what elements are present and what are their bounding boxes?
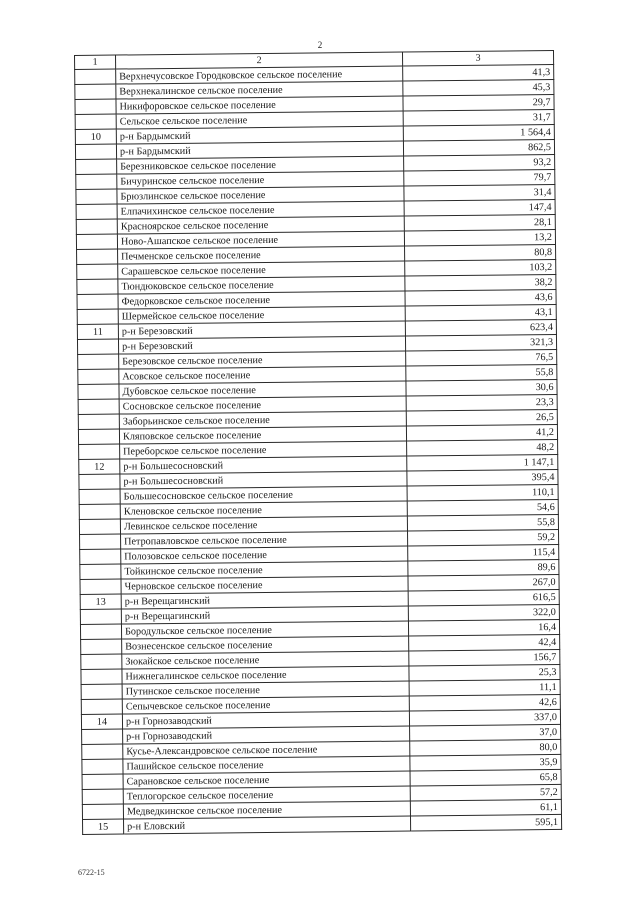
row-value-cell: 45,3 xyxy=(403,79,554,96)
page-number: 2 xyxy=(317,40,323,50)
footer-code: 6722-15 xyxy=(78,868,105,877)
row-value-cell: 147,4 xyxy=(404,199,555,216)
row-number-cell xyxy=(76,189,117,204)
row-value-cell: 26,5 xyxy=(406,409,557,426)
row-name-cell: Левинское сельское поселение xyxy=(120,516,407,534)
row-value-cell: 42,4 xyxy=(409,634,560,651)
row-number-cell xyxy=(75,84,116,99)
row-name-cell: Нижнегалинское сельское поселение xyxy=(122,666,409,684)
row-value-cell: 395,4 xyxy=(407,469,558,486)
row-name-cell: Ново-Ашапское сельское поселение xyxy=(117,231,404,249)
row-number-cell xyxy=(76,204,117,219)
row-number-cell xyxy=(82,789,123,804)
row-number-cell: 15 xyxy=(83,819,124,834)
row-name-cell: Путинское сельское поселение xyxy=(122,681,409,699)
row-name-cell: р-н Березовский xyxy=(118,336,405,354)
row-value-cell: 337,0 xyxy=(409,709,560,726)
row-value-cell: 55,8 xyxy=(406,364,557,381)
row-value-cell: 11,1 xyxy=(409,679,560,696)
row-name-cell: Асовское сельское поселение xyxy=(119,366,406,384)
column-header-1: 1 xyxy=(75,55,116,69)
row-number-cell xyxy=(77,339,118,354)
row-name-cell: Пашийское сельское поселение xyxy=(123,756,410,774)
row-value-cell: 59,2 xyxy=(408,529,559,546)
row-value-cell: 23,3 xyxy=(406,394,557,411)
table-body xyxy=(75,64,562,834)
row-name-cell: р-н Бардымский xyxy=(116,141,403,159)
row-value-cell: 76,5 xyxy=(406,349,557,366)
row-name-cell: Большесосновское сельское поселение xyxy=(120,486,407,504)
row-number-cell xyxy=(79,504,120,519)
row-number-cell: 10 xyxy=(75,129,116,144)
row-value-cell: 1 564,4 xyxy=(403,124,554,141)
row-number-cell xyxy=(78,369,119,384)
row-value-cell: 61,1 xyxy=(410,799,561,816)
row-value-cell: 156,7 xyxy=(409,649,560,666)
row-name-cell: р-н Березовский xyxy=(118,321,405,339)
row-number-cell xyxy=(78,414,119,429)
row-name-cell: Сельское сельское поселение xyxy=(116,111,403,129)
row-number-cell xyxy=(81,654,122,669)
row-name-cell: Полозовское сельское поселение xyxy=(121,546,408,564)
row-name-cell: Черновское сельское поселение xyxy=(121,576,408,594)
row-value-cell: 267,0 xyxy=(408,574,559,591)
row-name-cell: Печменское сельское поселение xyxy=(118,246,405,264)
row-name-cell: Переборское сельское поселение xyxy=(120,441,407,459)
row-value-cell: 41,3 xyxy=(403,64,554,81)
row-name-cell: Заборьинское сельское поселение xyxy=(119,411,406,429)
row-number-cell xyxy=(81,684,122,699)
row-number-cell xyxy=(80,564,121,579)
row-value-cell: 80,0 xyxy=(410,739,561,756)
row-number-cell xyxy=(80,579,121,594)
row-number-cell xyxy=(76,174,117,189)
row-name-cell: Тюндюковское сельское поселение xyxy=(118,276,405,294)
row-name-cell: р-н Горнозаводский xyxy=(123,726,410,744)
row-number-cell xyxy=(75,144,116,159)
row-number-cell xyxy=(75,99,116,114)
row-value-cell: 93,2 xyxy=(404,154,555,171)
row-number-cell xyxy=(77,279,118,294)
row-number-cell xyxy=(76,219,117,234)
row-value-cell: 16,4 xyxy=(408,619,559,636)
row-value-cell: 89,6 xyxy=(408,559,559,576)
row-value-cell: 13,2 xyxy=(404,229,555,246)
row-value-cell: 321,3 xyxy=(405,334,556,351)
row-value-cell: 79,7 xyxy=(404,169,555,186)
row-value-cell: 1 147,1 xyxy=(407,454,558,471)
row-number-cell: 13 xyxy=(80,594,121,609)
row-number-cell xyxy=(78,429,119,444)
row-value-cell: 616,5 xyxy=(408,589,559,606)
row-number-cell xyxy=(80,534,121,549)
row-name-cell: Кусье-Александровское сельское поселение xyxy=(123,741,410,759)
row-value-cell: 31,4 xyxy=(404,184,555,201)
row-name-cell: Зюкайское сельское поселение xyxy=(122,651,409,669)
row-name-cell: р-н Бардымский xyxy=(116,126,403,144)
row-name-cell: Сарашевское сельское поселение xyxy=(118,261,405,279)
row-name-cell: Медведкинское сельское поселение xyxy=(123,801,410,819)
row-name-cell: р-н Еловский xyxy=(124,816,411,834)
row-number-cell: 11 xyxy=(77,324,118,339)
row-value-cell: 55,8 xyxy=(407,514,558,531)
row-name-cell: Сепычевское сельское поселение xyxy=(122,696,409,714)
row-value-cell: 35,9 xyxy=(410,754,561,771)
row-name-cell: Березниковское сельское поселение xyxy=(117,156,404,174)
row-value-cell: 80,8 xyxy=(405,244,556,261)
row-name-cell: Верхнекалинское сельское поселение xyxy=(116,81,403,99)
row-number-cell xyxy=(81,639,122,654)
row-name-cell: Петропавловское сельское поселение xyxy=(121,531,408,549)
row-number-cell xyxy=(77,249,118,264)
row-value-cell: 57,2 xyxy=(410,784,561,801)
row-number-cell xyxy=(77,294,118,309)
row-number-cell xyxy=(79,474,120,489)
row-value-cell: 110,1 xyxy=(407,484,558,501)
row-value-cell: 38,2 xyxy=(405,274,556,291)
row-number-cell xyxy=(82,729,123,744)
row-name-cell: Елпачихинское сельское поселение xyxy=(117,201,404,219)
row-number-cell xyxy=(78,354,119,369)
row-value-cell: 28,1 xyxy=(404,214,555,231)
row-value-cell: 42,6 xyxy=(409,694,560,711)
row-name-cell: Сарановское сельское поселение xyxy=(123,771,410,789)
row-number-cell xyxy=(78,384,119,399)
row-value-cell: 31,7 xyxy=(403,109,554,126)
column-header-2: 2 xyxy=(116,52,403,69)
row-number-cell xyxy=(75,114,116,129)
row-number-cell xyxy=(82,744,123,759)
row-name-cell: Березовское сельское поселение xyxy=(119,351,406,369)
row-name-cell: р-н Верещагинский xyxy=(121,606,408,624)
row-name-cell: р-н Верещагинский xyxy=(121,591,408,609)
column-header-3: 3 xyxy=(402,50,553,66)
row-number-cell xyxy=(81,669,122,684)
row-name-cell: Дубовское сельское поселение xyxy=(119,381,406,399)
row-value-cell: 103,2 xyxy=(405,259,556,276)
row-name-cell: р-н Большесосновский xyxy=(120,471,407,489)
row-value-cell: 29,7 xyxy=(403,94,554,111)
row-name-cell: Федорковское сельское поселение xyxy=(118,291,405,309)
row-value-cell: 623,4 xyxy=(405,319,556,336)
row-number-cell xyxy=(81,699,122,714)
row-number-cell xyxy=(82,804,123,819)
row-number-cell xyxy=(76,234,117,249)
row-name-cell: Красноярское сельское поселение xyxy=(117,216,404,234)
row-number-cell xyxy=(79,489,120,504)
row-number-cell xyxy=(80,609,121,624)
row-number-cell xyxy=(75,69,116,84)
row-number-cell xyxy=(79,444,120,459)
row-name-cell: Теплогорское сельское поселение xyxy=(123,786,410,804)
row-number-cell xyxy=(77,309,118,324)
row-number-cell xyxy=(82,759,123,774)
row-value-cell: 862,5 xyxy=(403,139,554,156)
row-number-cell xyxy=(80,624,121,639)
row-name-cell: Никифоровское сельское поселение xyxy=(116,96,403,114)
row-name-cell: р-н Горнозаводский xyxy=(122,711,409,729)
row-name-cell: Шермейское сельское поселение xyxy=(118,306,405,324)
row-number-cell xyxy=(80,549,121,564)
row-number-cell xyxy=(77,264,118,279)
row-name-cell: Кленовское сельское поселение xyxy=(120,501,407,519)
row-value-cell: 48,2 xyxy=(407,439,558,456)
row-name-cell: Верхнечусовское Городковское сельское поселение xyxy=(116,66,403,84)
row-name-cell: Тойкинское сельское поселение xyxy=(121,561,408,579)
row-number-cell: 14 xyxy=(81,714,122,729)
row-value-cell: 41,2 xyxy=(406,424,557,441)
row-number-cell: 12 xyxy=(79,459,120,474)
row-value-cell: 37,0 xyxy=(410,724,561,741)
row-value-cell: 65,8 xyxy=(410,769,561,786)
row-name-cell: Сосновское сельское поселение xyxy=(119,396,406,414)
row-value-cell: 322,0 xyxy=(408,604,559,621)
row-value-cell: 595,1 xyxy=(410,814,561,831)
data-table xyxy=(74,50,562,835)
row-value-cell: 115,4 xyxy=(408,544,559,561)
row-name-cell: р-н Большесосновский xyxy=(120,456,407,474)
row-number-cell xyxy=(76,159,117,174)
row-name-cell: Бородульское сельское поселение xyxy=(121,621,408,639)
row-value-cell: 25,3 xyxy=(409,664,560,681)
row-value-cell: 43,6 xyxy=(405,289,556,306)
row-number-cell xyxy=(82,774,123,789)
row-name-cell: Вознесенское сельское поселение xyxy=(122,636,409,654)
row-number-cell xyxy=(79,519,120,534)
row-value-cell: 54,6 xyxy=(407,499,558,516)
row-value-cell: 43,1 xyxy=(405,304,556,321)
row-name-cell: Кляповское сельское поселение xyxy=(119,426,406,444)
row-value-cell: 30,6 xyxy=(406,379,557,396)
row-number-cell xyxy=(78,399,119,414)
row-name-cell: Бичуринское сельское поселение xyxy=(117,171,404,189)
row-name-cell: Брюзлинское сельское поселение xyxy=(117,186,404,204)
